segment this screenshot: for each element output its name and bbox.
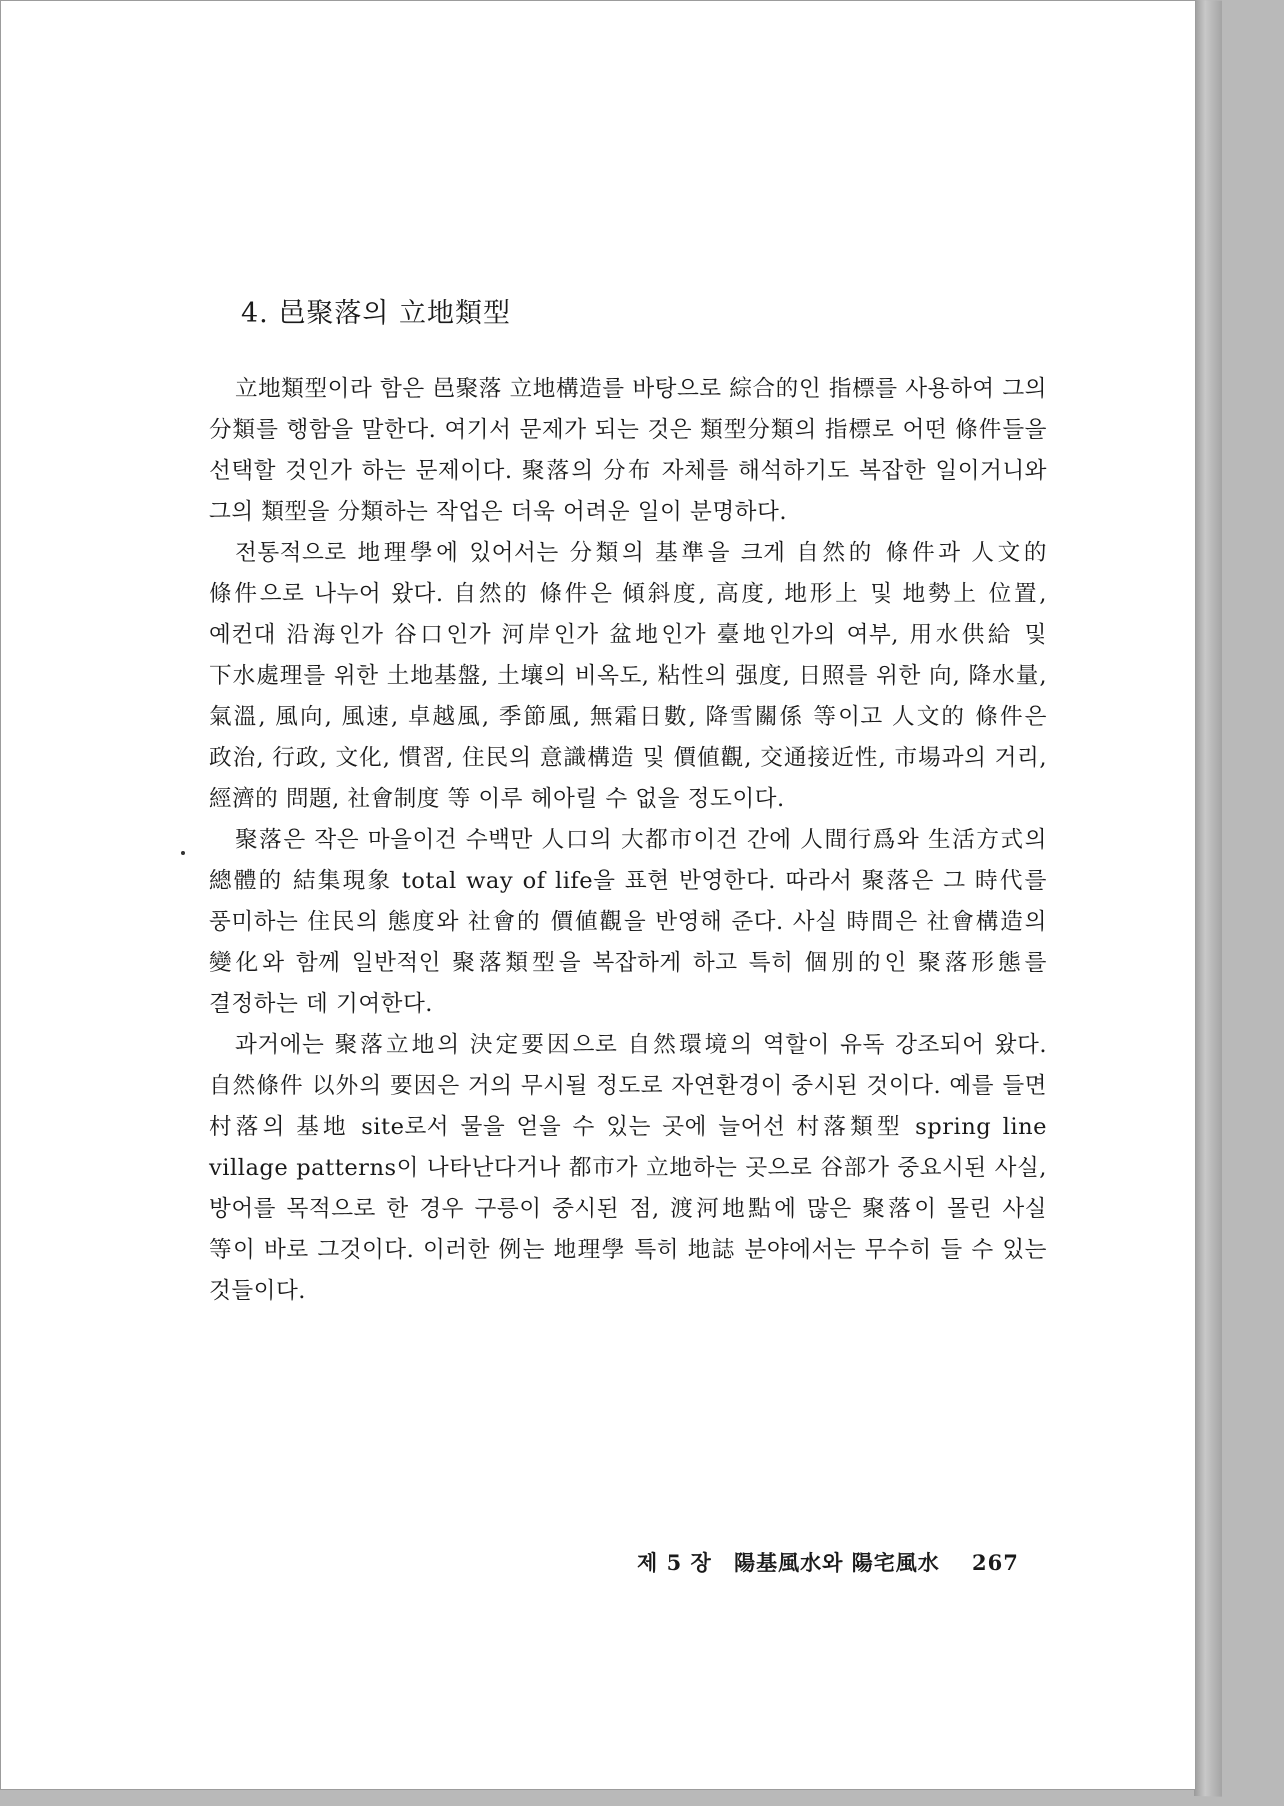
paragraph-2: 전통적으로 地理學에 있어서는 分類의 基準을 크게 自然的 條件과 人文的 條件으로 나누어 왔다. 自然的 條件은 傾斜度, 高度, 地形上 및 地勢上 位置, 예컨대 沿海인가 谷口인가 河岸인가 盆地인가 臺地인가의 여부, 用水供給 및 下水處理를 위한 土地基盤, 土壤의 비옥도, 粘性의 强度, 日照를 위한 向, 降水量, 氣溫, 風向, 風速, 卓越風, 季節風, 無霜日數, 降雪關係 等이고 人文的 條件은 政治, 行政, 文化, 慣習, 住民의 意識構造 및 價値觀, 交通接近性, 市場과의 거리, 經濟的 問題, 社會制度 等 이루 헤아릴 수 없을 정도이다. [209,540,1047,812]
paragraph-1: 立地類型이라 함은 邑聚落 立地構造를 바탕으로 綜合的인 指標를 사용하여 그의 分類를 행함을 말한다. 여기서 문제가 되는 것은 類型分類의 指標로 어떤 條件들을 선택할 것인가 하는 문제이다. 聚落의 分布 자체를 해석하기도 복잡한 일이거니와 그의 類型을 分類하는 작업은 더욱 어려운 일이 분명하다. [209,376,1047,525]
running-footer [637,1547,1019,1577]
body-text [209,369,1047,1312]
stray-ink-dot [181,851,185,855]
page-edge [1194,0,1222,1797]
footer-chapter: 제 5 장 [637,1550,712,1575]
section-title: 4. 邑聚落의 立地類型 [241,298,512,329]
paragraph-4: 과거에는 聚落立地의 決定要因으로 自然環境의 역할이 유독 강조되어 왔다. 自然條件 以外의 要因은 거의 무시될 정도로 자연환경이 중시된 것이다. 예를 들면 村落의 基地 site로서 물을 얻을 수 있는 곳에 늘어선 村落類型 spring line village patterns이 나타난다거나 都市가 立地하는 곳으로 谷部가 중요시된 사실, 방어를 목적으로 한 경우 구릉이 중시된 점, 渡河地點에 많은 聚落이 몰린 사실 等이 바로 그것이다. 이러한 例는 地理學 특히 地誌 분야에서는 무수히 들 수 있는 것들이다. [209,1032,1047,1304]
footer-chapter-title: 陽基風水와 陽宅風水 [734,1550,940,1575]
paragraph-3: 聚落은 작은 마을이건 수백만 人口의 大都市이건 간에 人間行爲와 生活方式의 總體的 結集現象 total way of life을 표현 반영한다. 따라서 聚落은 그 時代를 풍미하는 住民의 態度와 社會的 價値觀을 반영해 준다. 사실 時間은 社會構造의 變化와 함께 일반적인 聚落類型을 복잡하게 하고 특히 個別的인 聚落形態를 결정하는 데 기여한다. [209,827,1047,1017]
page-number: 267 [972,1550,1019,1575]
